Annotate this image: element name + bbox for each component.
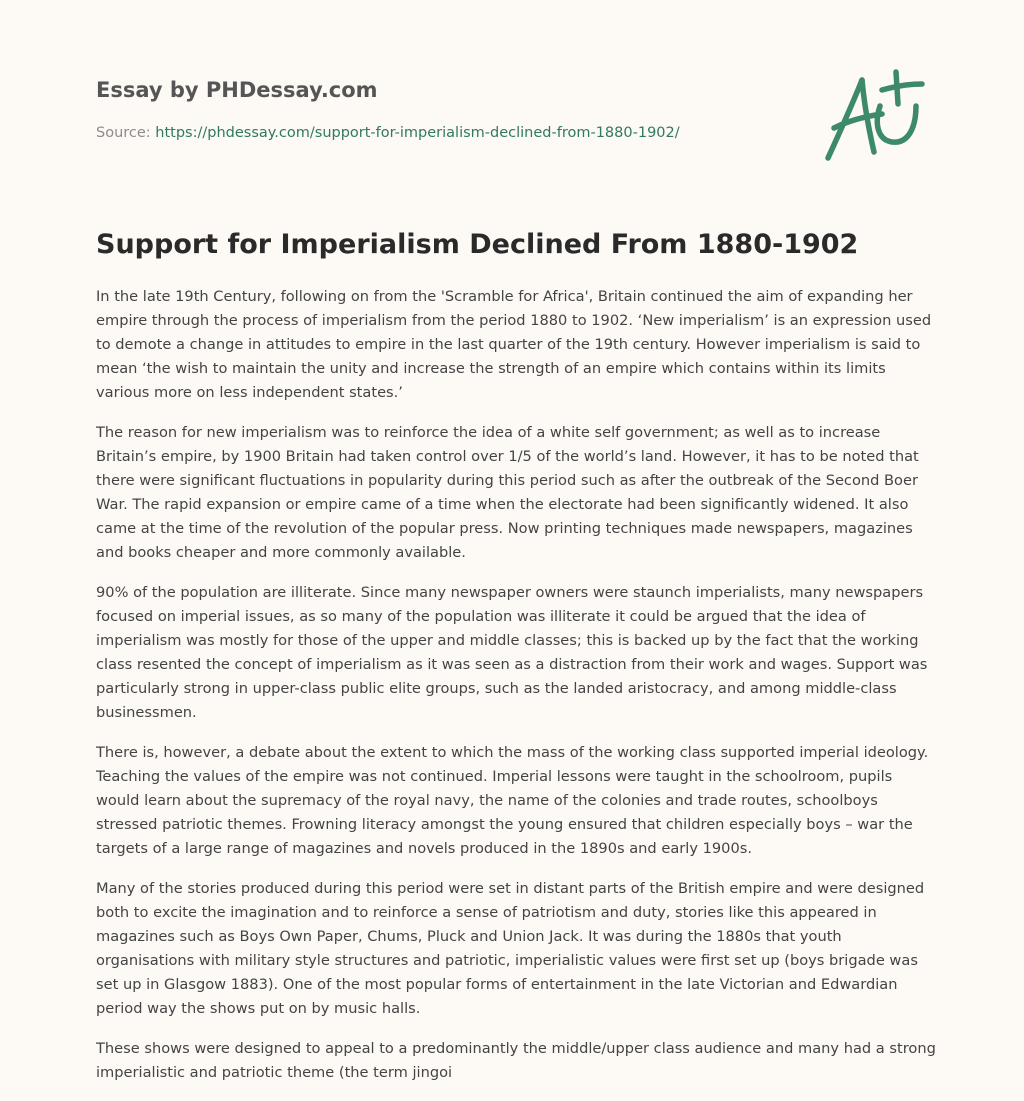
essay-paragraph: Many of the stories produced during this period were set in distant parts of the British empire and were designed both to excite the imagination and to reinforce a sense of patriotism and duty, stories like this appeared in magazines such as Boys Own Paper, Chums, Pluck and Union Jack. It was during the 1880s that youth organisations with military style structures and patriotic, imperialistic values were first set up (boys brigade was set up in Glasgow 1883). One of the most popular forms of entertainment in the late Victorian and Edwardian period way the shows put on by music halls. (96, 880, 925, 1017)
a-plus-logo-icon (816, 66, 928, 166)
essay-paragraph: These shows were designed to appeal to a predominantly the middle/upper class audience and many had a strong imperialistic and patriotic theme (the term jingoi (96, 1040, 936, 1081)
source-line (96, 122, 680, 144)
essay-body (96, 285, 936, 1101)
site-title: Essay by PHDessay.com (96, 78, 378, 102)
essay-paragraph: There is, however, a debate about the extent to which the mass of the working class supported imperial ideology. Teaching the values of the empire was not continued. Imperial lessons were taught in the schoolroom, pupils would learn about the supremacy of the royal navy, the name of the colonies and trade routes, schoolboys stressed patriotic themes. Frowning literacy amongst the young ensured that children especially boys – war the targets of a large range of magazines and novels produced in the 1890s and early 1900s. (96, 744, 929, 857)
source-link[interactable]: https://phdessay.com/support-for-imperialism-declined-from-1880-1902/ (155, 125, 680, 141)
essay-paragraph: The reason for new imperialism was to reinforce the idea of a white self government; as well as to increase Britain’s empire, by 1900 Britain had taken control over 1/5 of the world’s land. However, it has to be noted that there were significant fluctuations in popularity during this period such as after the outbreak of the Second Boer War. The rapid expansion or empire came of a time when the electorate had been significantly widened. It also came at the time of the revolution of the popular press. Now printing techniques made newspapers, magazines and books cheaper and more commonly available. (96, 424, 919, 561)
source-label: Source: (96, 125, 151, 141)
essay-paragraph: 90% of the population are illiterate. Since many newspaper owners were staunch imperialists, many newspapers focused on imperial issues, as so many of the population was illiterate it could be argued that the idea of imperialism was mostly for those of the upper and middle classes; this is backed up by the fact that the working class resented the concept of imperialism as it was seen as a distraction from their work and wages. Support was particularly strong in upper-class public elite groups, such as the landed aristocracy, and among middle-class businessmen. (96, 584, 928, 721)
essay-title: Support for Imperialism Declined From 1880-1902 (96, 229, 859, 260)
essay-paragraph: In the late 19th Century, following on from the 'Scramble for Africa', Britain continued the aim of expanding her empire through the process of imperialism from the period 1880 to 1902. ‘New imperialism’ is an expression used to demote a change in attitudes to empire in the last quarter of the 19th century. However imperialism is said to mean ‘the wish to maintain the unity and increase the strength of an empire which contains within its limits various more on less independent states.’ (96, 288, 932, 401)
